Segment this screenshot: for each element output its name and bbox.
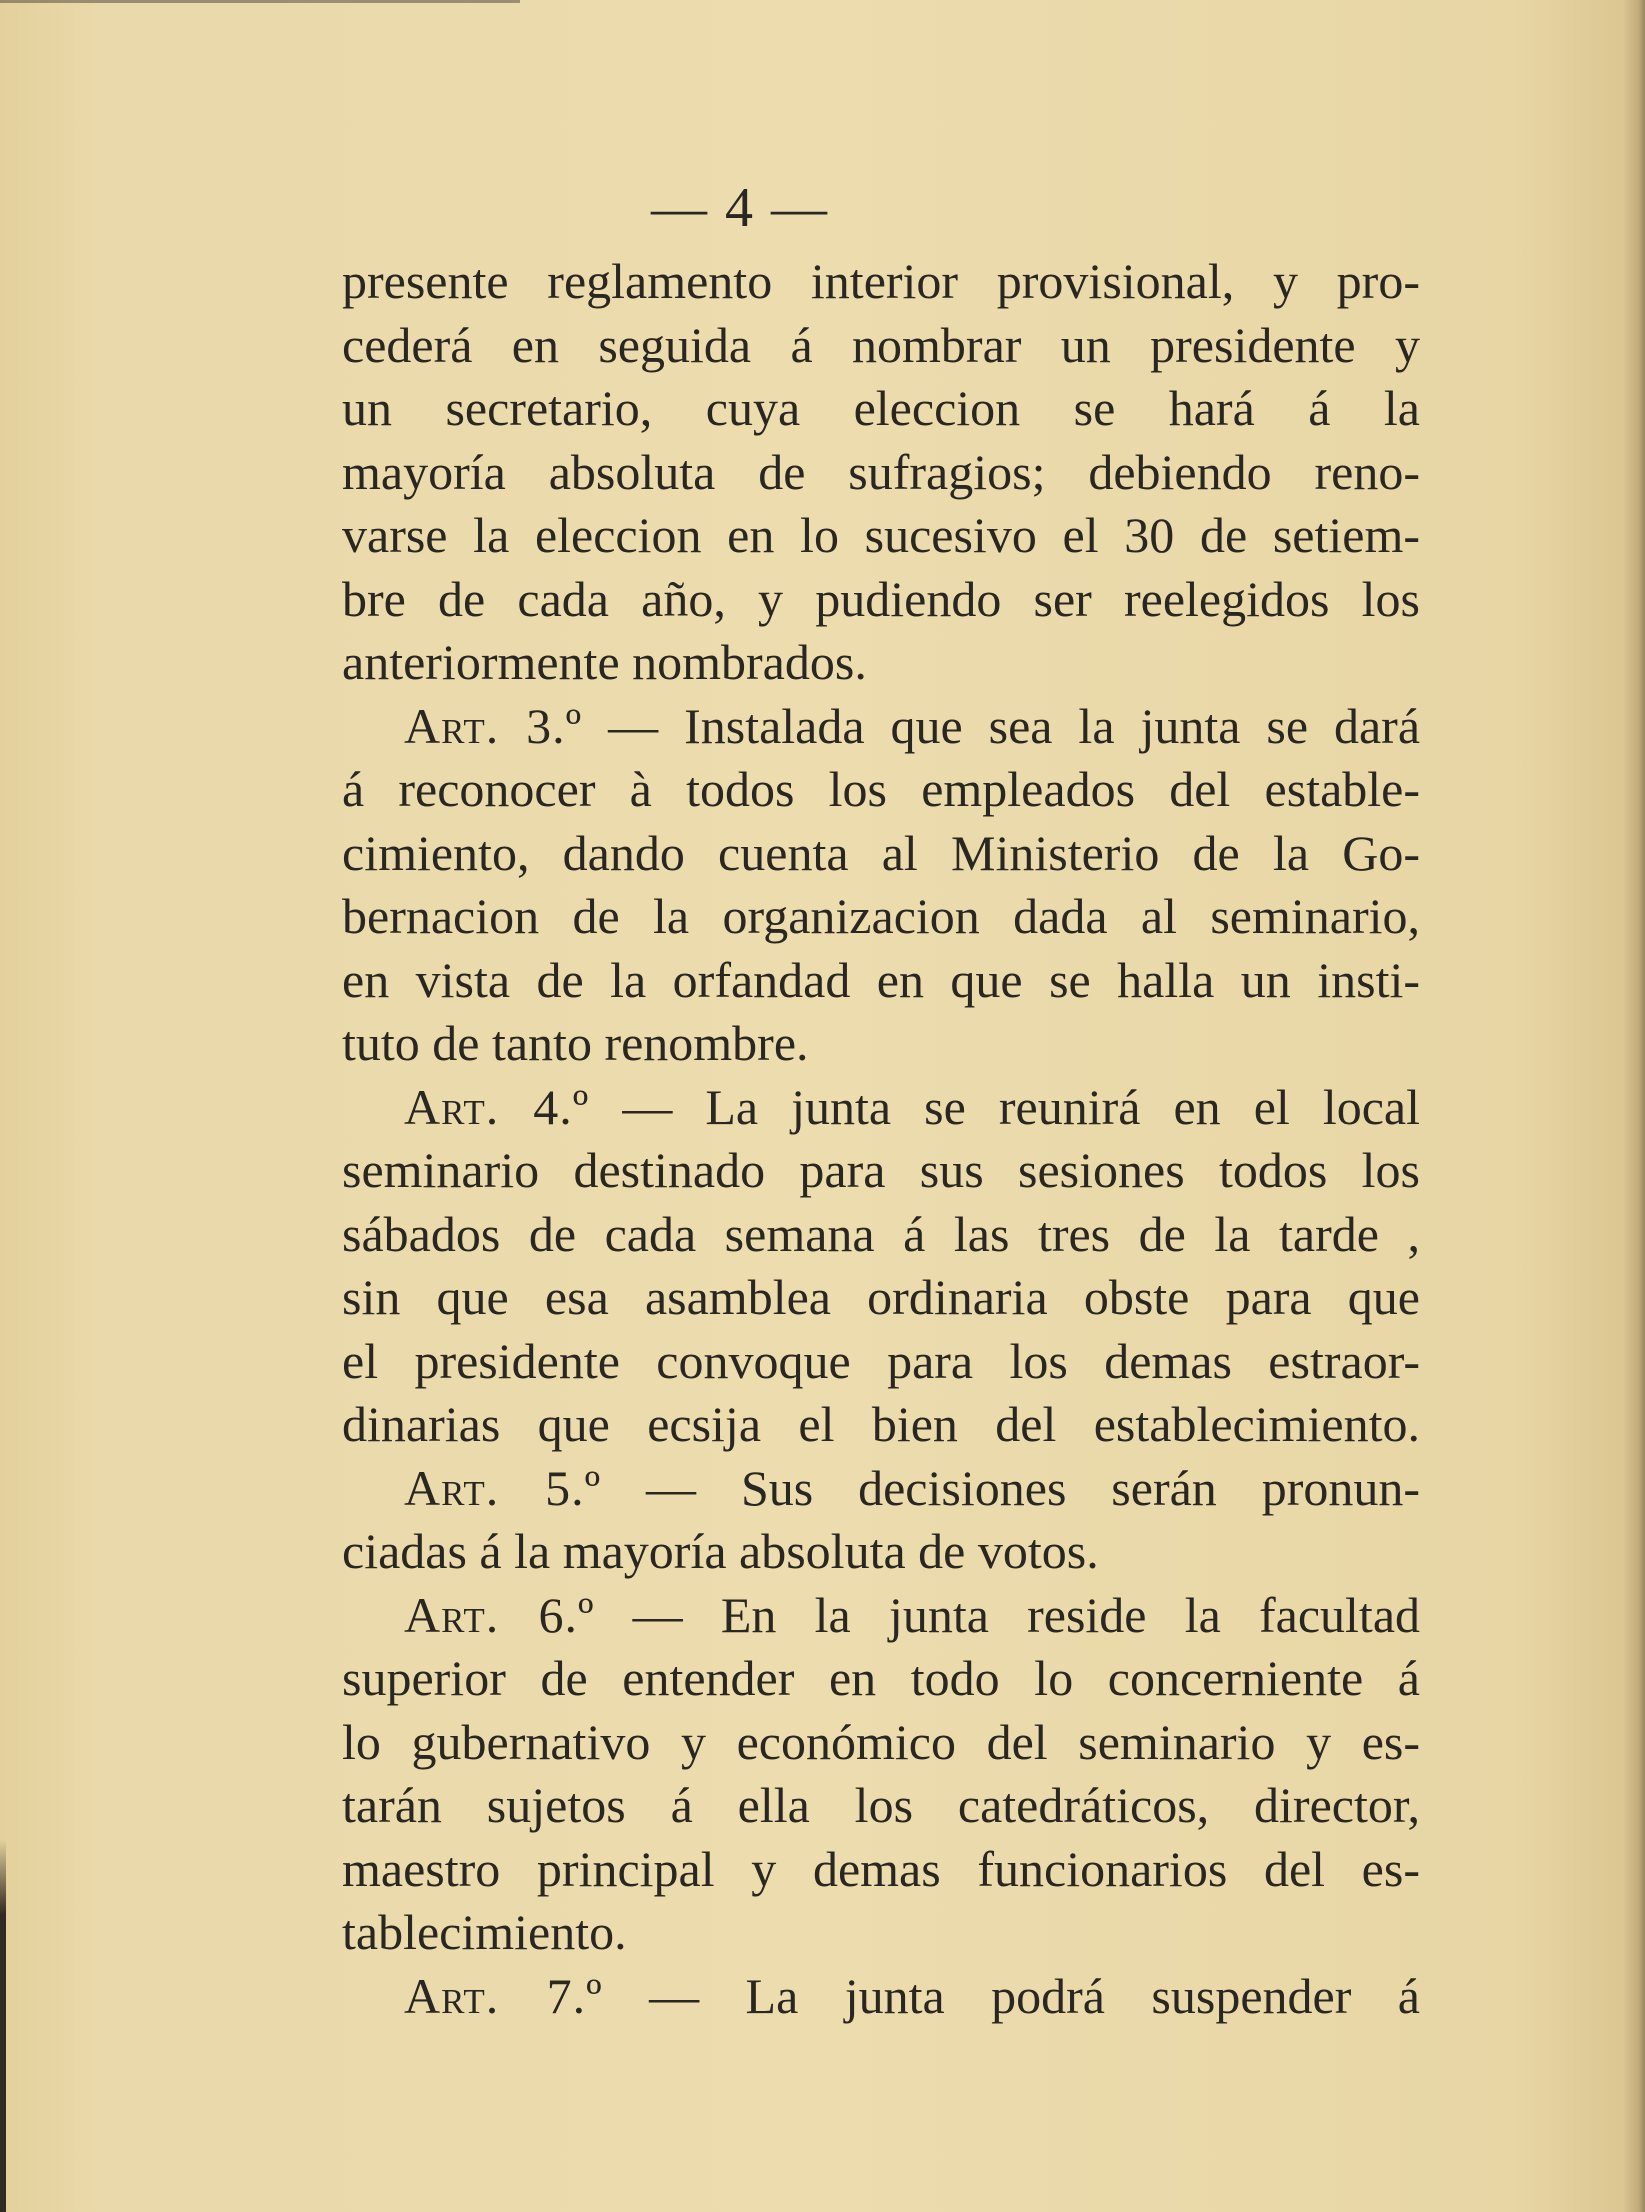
body-text — [342, 250, 1420, 2028]
text-line: presente reglamento interior provisional, y pro- — [342, 253, 1420, 309]
page-edge-shadow — [1623, 0, 1645, 2212]
article-heading-line: Art. 6.º — En la junta reside la facultad — [404, 1586, 1420, 1643]
text-line: tarán sujetos á ella los catedráticos, director, — [342, 1777, 1420, 1833]
text-line: maestro principal y demas funcionarios del es- — [342, 1840, 1420, 1897]
text-line: dinarias que ecsija el bien del establecimiento. — [342, 1396, 1420, 1452]
article-heading-line: Art. 7.º — La junta podrá suspender á — [404, 1967, 1420, 2024]
article-label: Art. 3.º — [404, 697, 583, 754]
text-line: cederá en seguida á nombrar un presidente y — [342, 316, 1420, 373]
text-line: seminario destinado para sus sesiones todos los — [342, 1142, 1420, 1198]
text-line: á reconocer à todos los empleados del estable- — [342, 761, 1420, 817]
text-line: bre de cada año, y pudiendo ser reelegidos los — [342, 570, 1420, 627]
text-line: bernacion de la organizacion dada al seminario, — [342, 888, 1420, 944]
article-label: Art. 6.º — [404, 1586, 595, 1643]
text-line: ciadas á la mayoría absoluta de votos. — [342, 1523, 1099, 1579]
binding-edge — [0, 1840, 6, 2212]
article-heading-line: Art. 5.º — Sus decisiones serán pronun- — [404, 1459, 1420, 1516]
article-heading-line: Art. 3.º — Instalada que sea la junta se dará — [404, 697, 1420, 754]
text-line: un secretario, cuya eleccion se hará á la — [342, 380, 1420, 436]
text-line: anteriormente nombrados. — [342, 634, 867, 690]
article-label: Art. 7.º — [404, 1967, 603, 2024]
page-number: — 4 — — [651, 177, 829, 239]
article-heading-line: Art. 4.º — La junta se reunirá en el local — [404, 1078, 1420, 1135]
text-line: superior de entender en todo lo concerniente á — [342, 1650, 1420, 1706]
text-line: varse la eleccion en lo sucesivo el 30 de setiem- — [342, 507, 1420, 563]
text-line: cimiento, dando cuenta al Ministerio de la Go- — [342, 824, 1420, 881]
text-line: tablecimiento. — [342, 1904, 627, 1960]
text-line: tuto de tanto renombre. — [342, 1015, 809, 1071]
article-label: Art. 5.º — [404, 1459, 602, 1516]
top-rule — [0, 0, 520, 3]
text-line: en vista de la orfandad en que se halla un insti- — [342, 951, 1420, 1008]
text-line: lo gubernativo y económico del seminario y es- — [342, 1713, 1420, 1770]
article-label: Art. 4.º — [404, 1078, 590, 1135]
text-line: mayoría absoluta de sufragios; debiendo reno- — [342, 443, 1420, 500]
text-line: el presidente convoque para los demas estraor- — [342, 1332, 1420, 1389]
text-line: sin que esa asamblea ordinaria obste para que — [342, 1269, 1420, 1325]
text-line: sábados de cada semana á las tres de la tarde , — [342, 1205, 1420, 1262]
